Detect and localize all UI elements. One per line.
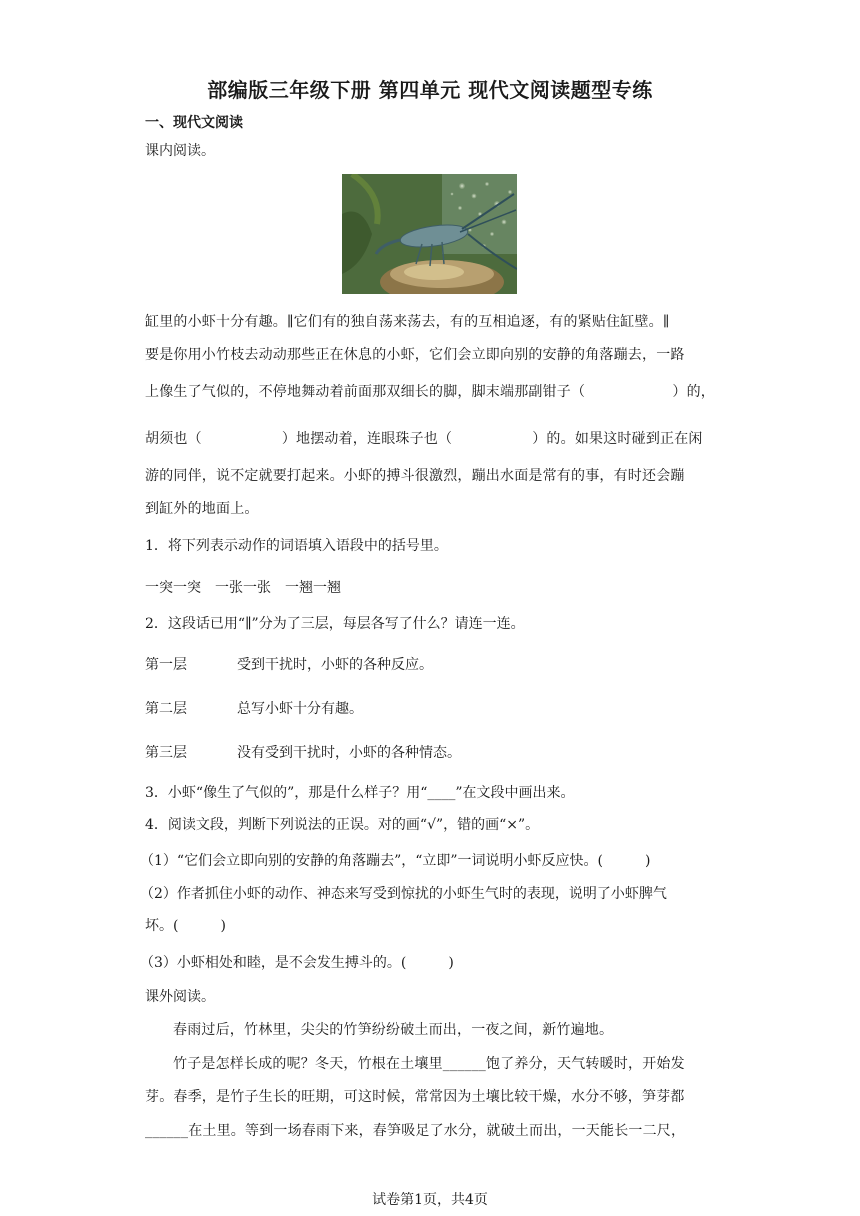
question-4: 4．阅读文段，判断下列说法的正误。对的画“√”，错的画“×”。 bbox=[145, 817, 540, 833]
passage-line-1: 缸里的小虾十分有趣。∥它们有的独自荡来荡去，有的互相追逐，有的紧贴住缸壁。∥ bbox=[145, 314, 670, 330]
in-class-label: 课内阅读。 bbox=[145, 143, 215, 159]
layer-desc: 受到干扰时，小虾的各种反应。 bbox=[237, 657, 433, 673]
passage-line-5: 游的同伴，说不定就要打起来。小虾的搏斗很激烈，蹦出水面是常有的事，有时还会蹦 bbox=[145, 468, 685, 484]
passage-line-2: 要是你用小竹枝去动动那些正在休息的小虾，它们会立即向别的安静的角落蹦去，一路 bbox=[145, 347, 685, 363]
page-title: 部编版三年级下册 第四单元 现代文阅读题型专练 bbox=[207, 78, 653, 102]
question-3: 3．小虾“像生了气似的”，那是什么样子？用“____”在文段中画出来。 bbox=[145, 785, 575, 801]
passage-line-4-part-c: ）的。如果这时碰到正在闲 bbox=[532, 431, 703, 447]
passage-line-6: 到缸外的地面上。 bbox=[145, 501, 259, 517]
passage2-line-2: 竹子是怎样长成的呢？冬天，竹根在土壤里______饱了养分，天气转暖时，开始发 bbox=[173, 1056, 685, 1072]
question-4-3: （3）小虾相处和睦，是不会发生搏斗的。( ) bbox=[140, 955, 454, 971]
layer-desc: 总写小虾十分有趣。 bbox=[237, 701, 363, 717]
passage-line-3 bbox=[145, 382, 715, 402]
question-1-words: 一突一突 一张一张 一翘一翘 bbox=[145, 580, 341, 596]
layer-desc: 没有受到干扰时，小虾的各种情态。 bbox=[237, 745, 461, 761]
page-footer: 试卷第1页，共4页 bbox=[372, 1192, 488, 1208]
passage-line-3-start: 上像生了气似的，不停地舞动着前面那双细长的脚，脚末端那副钳子（ bbox=[145, 384, 586, 400]
section-heading: 一、现代文阅读 bbox=[145, 115, 243, 131]
question-4-1: （1）“它们会立即向别的安静的角落蹦去”，“立即”一词说明小虾反应快。( ) bbox=[140, 853, 651, 869]
shrimp-photo bbox=[342, 174, 517, 294]
passage2-line-4: ______在土里。等到一场春雨下来，春笋吸足了水分，就破土而出，一天能长一二尺， bbox=[145, 1123, 686, 1139]
passage-line-4-part-b: ）地摆动着，连眼珠子也（ bbox=[281, 431, 453, 447]
passage-line-3-end: ）的， bbox=[672, 384, 715, 400]
layer-label: 第一层 bbox=[145, 657, 187, 673]
layer-row-1 bbox=[145, 655, 433, 675]
passage2-line-1: 春雨过后，竹林里，尖尖的竹笋纷纷破土而出，一夜之间，新竹遍地。 bbox=[173, 1022, 614, 1038]
question-2: 2．这段话已用“∥”分为了三层，每层各写了什么？请连一连。 bbox=[145, 616, 525, 632]
layer-label: 第三层 bbox=[145, 745, 187, 761]
passage-line-4 bbox=[145, 429, 703, 449]
layer-row-2 bbox=[145, 699, 363, 719]
passage-line-4-part-a: 胡须也（ bbox=[145, 431, 202, 447]
out-class-label: 课外阅读。 bbox=[145, 989, 215, 1005]
layer-row-3 bbox=[145, 743, 461, 763]
layer-label: 第二层 bbox=[145, 701, 187, 717]
question-4-2-cont: 坏。( ) bbox=[145, 918, 226, 934]
question-1: 1．将下列表示动作的词语填入语段中的括号里。 bbox=[145, 538, 448, 554]
passage2-line-3: 芽。春季，是竹子生长的旺期，可这时候，常常因为土壤比较干燥，水分不够，笋芽都 bbox=[145, 1089, 685, 1105]
question-4-2: （2）作者抓住小虾的动作、神态来写受到惊扰的小虾生气时的表现，说明了小虾脾气 bbox=[140, 886, 667, 902]
